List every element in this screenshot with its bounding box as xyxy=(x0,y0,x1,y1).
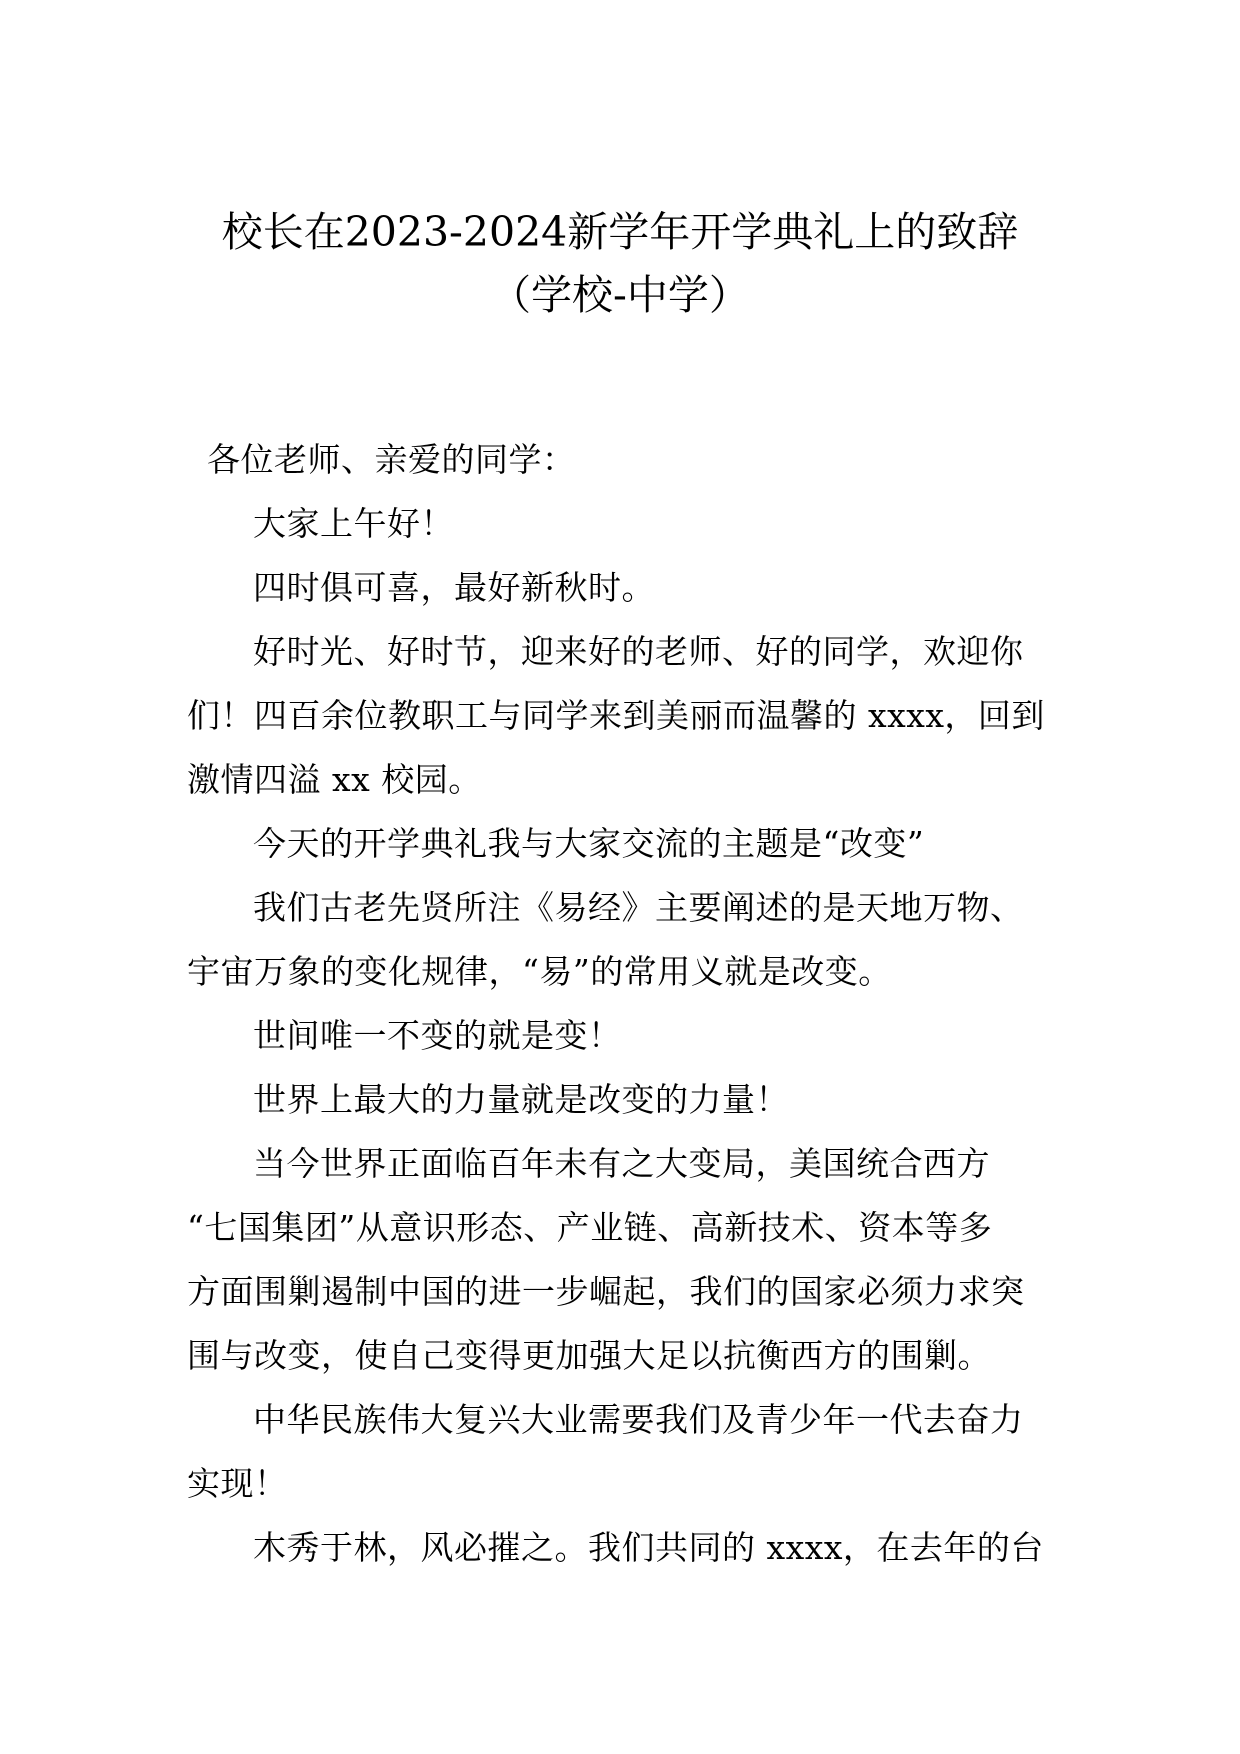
paragraph-line: 激情四溢 xx 校园。 xyxy=(187,760,482,799)
paragraph-line: “七国集团”从意识形态、产业链、高新技术、资本等多 xyxy=(187,1208,993,1247)
paragraph-line: 今天的开学典礼我与大家交流的主题是“改变” xyxy=(253,824,925,863)
paragraph-line: 世间唯一不变的就是变！ xyxy=(253,1016,622,1055)
salutation: 各位老师、亲爱的同学： xyxy=(207,440,576,479)
speech-body xyxy=(187,428,1047,1580)
paragraph-line: 四时俱可喜，最好新秋时。 xyxy=(253,568,655,607)
paragraph-line: 围与改变，使自己变得更加强大足以抗衡西方的围剿。 xyxy=(187,1336,991,1375)
paragraph-line: 木秀于林，风必摧之。我们共同的 xxxx，在去年的台 xyxy=(253,1528,1044,1567)
paragraph-line: 方面围剿遏制中国的进一步崛起，我们的国家必须力求突 xyxy=(187,1272,1025,1311)
paragraph-line: 实现！ xyxy=(187,1464,288,1503)
title-line-2: （学校-中学） xyxy=(490,271,750,319)
title-line-1: 校长在2023-2024新学年开学典礼上的致辞 xyxy=(221,208,1019,256)
paragraph-line: 我们古老先贤所注《易经》主要阐述的是天地万物、 xyxy=(253,888,1024,927)
paragraph-line: 当今世界正面临百年未有之大变局，美国统合西方 xyxy=(253,1144,990,1183)
paragraph-line: 们！四百余位教职工与同学来到美丽而温馨的 xxxx，回到 xyxy=(187,696,1045,735)
paragraph-line: 世界上最大的力量就是改变的力量！ xyxy=(253,1080,789,1119)
paragraph-line: 宇宙万象的变化规律，“易”的常用义就是改变。 xyxy=(187,952,892,991)
paragraph-line: 好时光、好时节，迎来好的老师、好的同学，欢迎你 xyxy=(253,632,1024,671)
paragraph-line: 大家上午好！ xyxy=(253,504,454,543)
paragraph-line: 中华民族伟大复兴大业需要我们及青少年一代去奋力 xyxy=(253,1400,1024,1439)
